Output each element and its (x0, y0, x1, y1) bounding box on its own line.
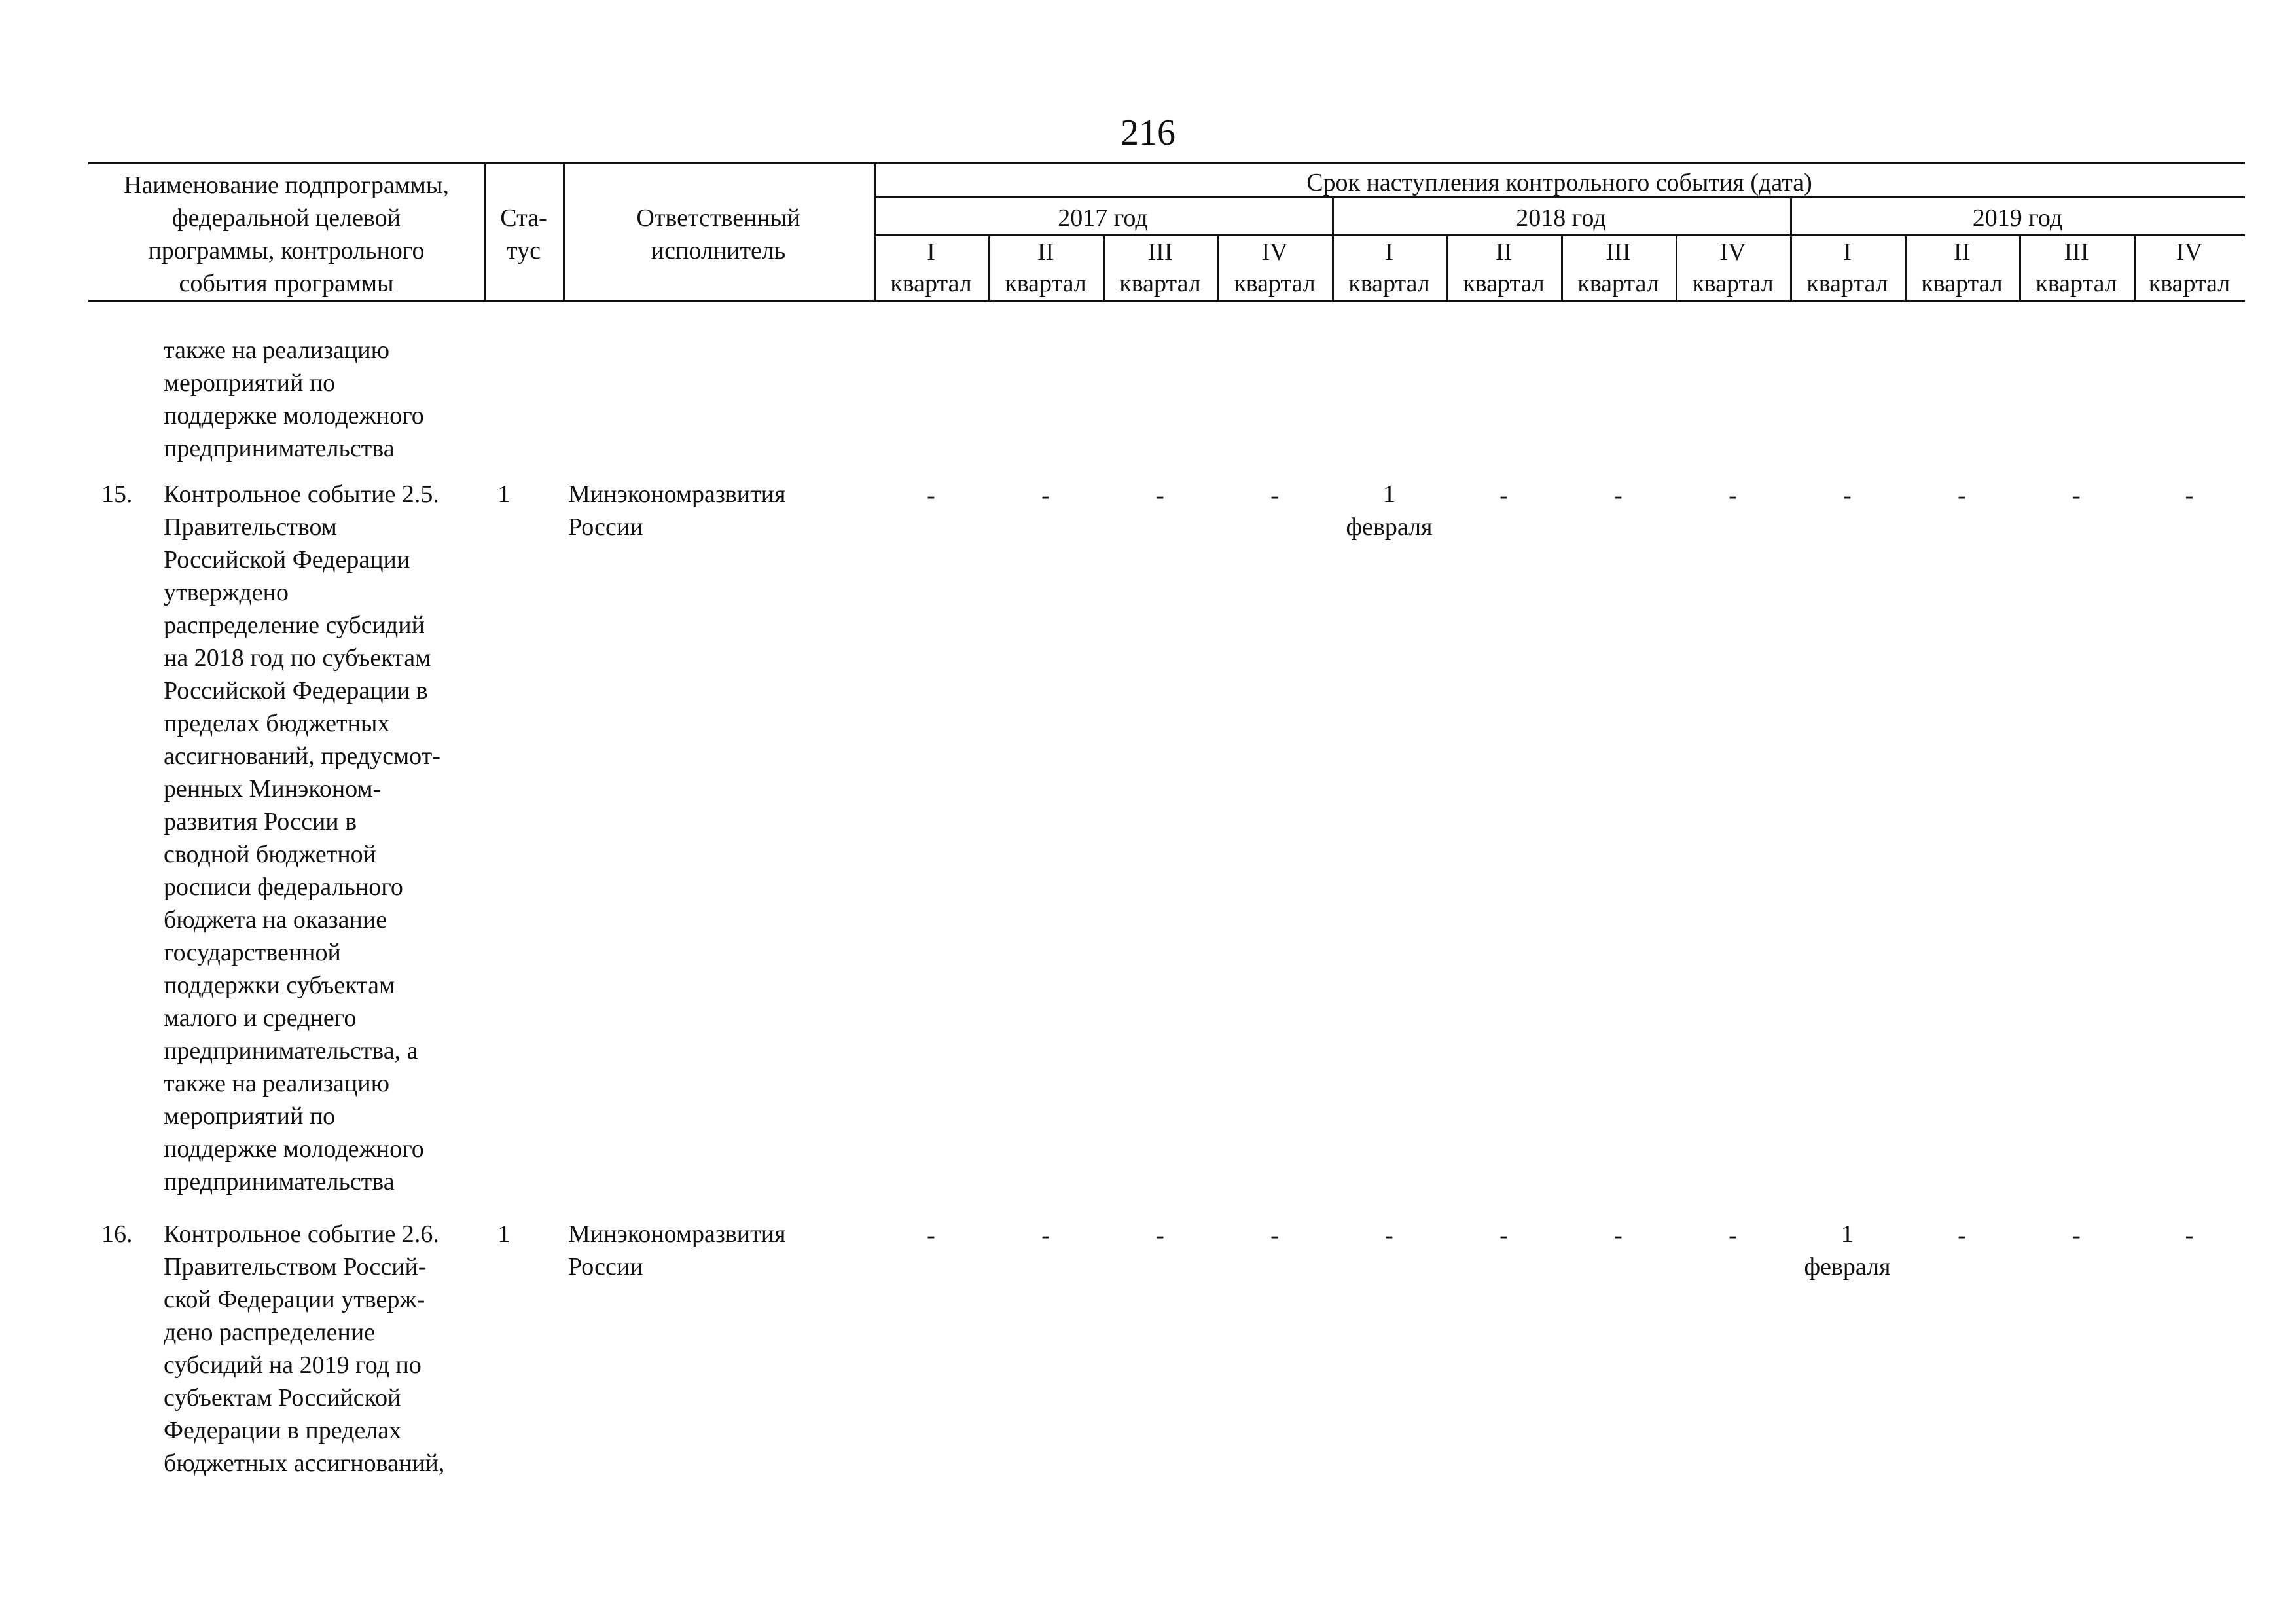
header-quarter-numeral: III (1605, 238, 1631, 266)
page-number: 216 (1121, 113, 1175, 153)
quarter-dash: - (1270, 1222, 1279, 1249)
quarter-date: 1 февраля (1804, 1220, 1891, 1281)
header-status-column: Ста- тус (500, 204, 547, 264)
header-quarter-word: квартал (890, 270, 972, 297)
header-bottom-rule (88, 300, 2245, 302)
quarter-dash: - (2185, 482, 2194, 509)
header-quarter-word: квартал (1119, 270, 1201, 297)
header-quarter-word: квартал (1234, 270, 1316, 297)
event-name: Контрольное событие 2.6. Правительством Россий- ской Федерации утверж- дено распределение субсидий на 2019 год по субъектам Российской Федерации в пределах бюджетных ассигнований, (164, 1220, 445, 1477)
header-quarter-word: квартал (2148, 270, 2231, 297)
header-quarter-word: квартал (1005, 270, 1086, 297)
header-quarter-word: квартал (1806, 270, 1888, 297)
header-quarter-word: квартал (1463, 270, 1545, 297)
quarter-dash: - (1156, 1222, 1164, 1249)
quarter-dash: - (1499, 1222, 1508, 1249)
status-value: 1 (497, 481, 511, 508)
quarter-date: 1 февраля (1346, 481, 1433, 541)
header-quarter-word: квартал (1692, 270, 1774, 297)
header-quarter-numeral: III (2064, 238, 2089, 266)
header-quarter-word: квартал (1921, 270, 2003, 297)
quarter-dash: - (2072, 482, 2081, 509)
quarter-dash: - (1614, 482, 1623, 509)
quarter-dash: - (927, 482, 935, 509)
quarter-dash: - (2185, 1222, 2194, 1249)
quarter-dash: - (1385, 1222, 1393, 1249)
quarter-dash: - (1958, 482, 1966, 509)
quarter-dash: - (1499, 482, 1508, 509)
quarter-dash: - (1156, 482, 1164, 509)
header-quarter-numeral: IV (1719, 238, 1746, 266)
header-quarter-numeral: II (1037, 238, 1054, 266)
header-deadline-title: Срок наступления контрольного события (дата) (1306, 169, 1812, 196)
header-quarter-word: квартал (2036, 270, 2117, 297)
event-name: также на реализацию мероприятий по поддержке молодежного предпринимательства (164, 337, 424, 462)
header-quarter-word: квартал (1348, 270, 1430, 297)
header-year-2018: 2018 год (1516, 204, 1606, 232)
header-quarter-numeral: II (1953, 238, 1971, 266)
quarter-dash: - (1041, 1222, 1050, 1249)
header-year-2019: 2019 год (1972, 204, 2063, 232)
quarter-dash: - (1729, 482, 1737, 509)
status-value: 1 (497, 1220, 511, 1248)
header-top-rule (88, 162, 2245, 164)
quarter-dash: - (1843, 482, 1852, 509)
header-quarter-numeral: I (1843, 238, 1852, 266)
header-quarter-word: квартал (1577, 270, 1659, 297)
quarter-dash: - (1614, 1222, 1623, 1249)
header-year-2017: 2017 год (1058, 204, 1148, 232)
event-name: Контрольное событие 2.5. Правительством Российской Федерации утверждено распределение субсидий на 2018 год по субъектам Российской Федерации в пределах бюджетных ассигнований, предусмот- ренных Минэконом- развития России в сводной бюджетной росписи федерального бюджета на оказание государственной поддержки субъектам малого и среднего предпринимательства, а также на реализацию мероприятий по поддержке молодежного предпринимательства (164, 481, 440, 1195)
quarter-dash: - (1041, 482, 1050, 509)
quarter-dash: - (1729, 1222, 1737, 1249)
header-quarter-numeral: I (1385, 238, 1393, 266)
header-name-column: Наименование подпрограммы, федеральной целевой программы, контрольного события программы (124, 172, 449, 297)
responsible-executor: Минэкономразвития России (568, 1220, 786, 1281)
header-quarter-numeral: II (1495, 238, 1513, 266)
header-quarter-numeral: III (1147, 238, 1173, 266)
header-quarter-numeral: I (927, 238, 935, 266)
header-quarter-numeral: IV (1261, 238, 1288, 266)
row-number: 15. (101, 481, 133, 508)
responsible-executor: Минэкономразвития России (568, 481, 786, 541)
header-quarter-numeral: IV (2176, 238, 2203, 266)
quarter-dash: - (2072, 1222, 2081, 1249)
row-number: 16. (101, 1220, 133, 1248)
quarter-dash: - (1958, 1222, 1966, 1249)
quarter-dash: - (1270, 482, 1279, 509)
header-responsible-column: Ответственный исполнитель (636, 204, 800, 264)
quarter-dash: - (927, 1222, 935, 1249)
